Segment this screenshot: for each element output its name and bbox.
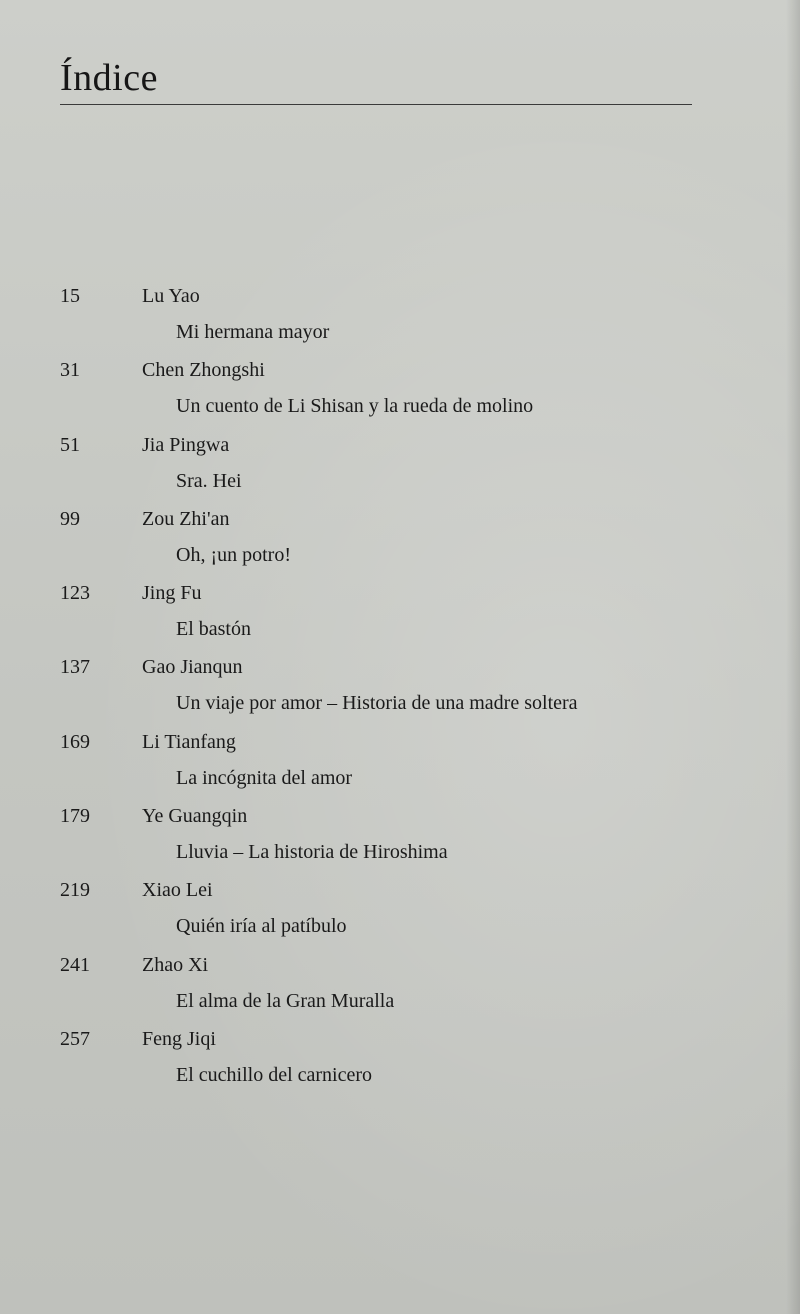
toc-author: Jing Fu <box>142 582 202 605</box>
toc-author: Xiao Lei <box>142 879 213 902</box>
toc-page-number: 99 <box>60 507 80 530</box>
toc-entry <box>0 652 800 726</box>
toc-work-title: El cuchillo del carnicero <box>176 1063 373 1086</box>
toc-entry <box>0 504 800 578</box>
toc-work-title: Oh, ¡un potro! <box>176 543 291 566</box>
title-underline <box>60 104 692 105</box>
toc-author: Zhao Xi <box>142 953 209 976</box>
toc-page-number: 241 <box>60 953 90 976</box>
toc-author: Feng Jiqi <box>142 1027 216 1050</box>
toc-page-number: 257 <box>60 1027 90 1050</box>
toc-entry <box>0 875 800 949</box>
toc-work-title: El bastón <box>176 618 251 641</box>
toc-entry <box>0 727 800 801</box>
toc-entry <box>0 355 800 429</box>
toc-author: Zou Zhi'an <box>142 507 230 530</box>
toc-entry <box>0 578 800 652</box>
toc-page-number: 137 <box>60 656 90 679</box>
toc-work-title: Lluvia – La historia de Hiroshima <box>176 841 448 864</box>
toc-work-title: El alma de la Gran Muralla <box>176 989 395 1012</box>
toc-author: Ye Guangqin <box>142 805 248 828</box>
toc-author: Li Tianfang <box>142 730 236 753</box>
toc-work-title: Un cuento de Li Shisan y la rueda de molino <box>176 395 534 418</box>
toc-page-number: 31 <box>60 359 80 382</box>
toc-entry <box>0 801 800 875</box>
toc-work-title: Quién iría al patíbulo <box>176 915 347 938</box>
toc-entry <box>0 950 800 1024</box>
toc-work-title: Sra. Hei <box>176 469 242 492</box>
toc-author: Chen Zhongshi <box>142 359 265 382</box>
toc-page-number: 219 <box>60 879 90 902</box>
toc-work-title: Un viaje por amor – Historia de una madre soltera <box>176 692 578 715</box>
toc-page-number: 51 <box>60 433 80 456</box>
toc-page-number: 169 <box>60 730 90 753</box>
toc-page-number: 123 <box>60 582 90 605</box>
table-of-contents <box>0 281 800 1098</box>
toc-page-number: 15 <box>60 285 80 307</box>
toc-page-number: 179 <box>60 805 90 828</box>
toc-author: Lu Yao <box>142 285 200 307</box>
toc-entry <box>0 430 800 504</box>
page-title: Índice <box>60 57 158 99</box>
toc-author: Gao Jianqun <box>142 656 243 679</box>
toc-work-title: Mi hermana mayor <box>176 321 330 343</box>
toc-entry <box>0 281 800 355</box>
toc-work-title: La incógnita del amor <box>176 766 353 789</box>
toc-author: Jia Pingwa <box>142 433 230 456</box>
toc-entry <box>0 1024 800 1098</box>
